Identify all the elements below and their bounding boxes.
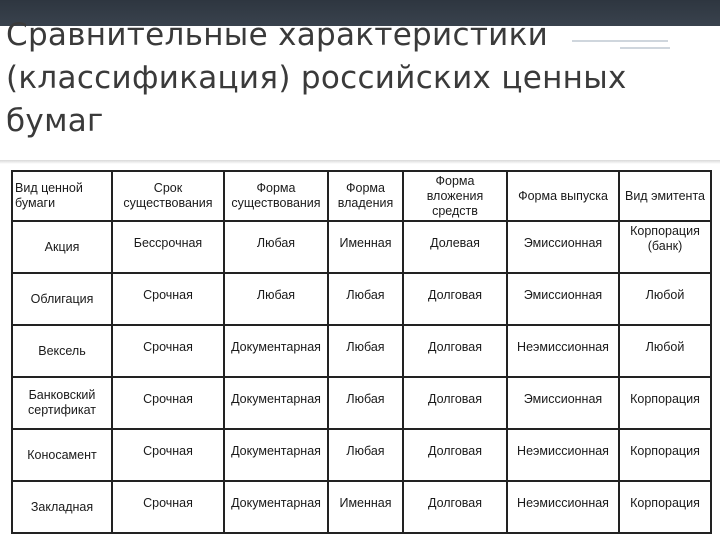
securities-table bbox=[11, 170, 712, 534]
cell-existence-form: Документарная bbox=[224, 481, 328, 533]
cell-investment-form: Долговая bbox=[403, 325, 507, 377]
cell-issuer-type: Корпорация bbox=[619, 429, 711, 481]
title-divider bbox=[0, 160, 720, 164]
table-row bbox=[12, 273, 711, 325]
cell-issue-form: Эмиссионная bbox=[507, 273, 619, 325]
cell-issue-form: Неэмиссионная bbox=[507, 325, 619, 377]
header-investment-form: Форма вложения средств bbox=[403, 171, 507, 221]
header-security-type: Вид ценной бумаги bbox=[12, 171, 112, 221]
cell-ownership-form: Любая bbox=[328, 273, 403, 325]
table-row bbox=[12, 325, 711, 377]
table-row bbox=[12, 377, 711, 429]
cell-security-type: Банковский сертификат bbox=[12, 377, 112, 429]
cell-term: Срочная bbox=[112, 377, 224, 429]
cell-investment-form: Долговая bbox=[403, 377, 507, 429]
header-term: Срок существования bbox=[112, 171, 224, 221]
cell-investment-form: Долговая bbox=[403, 481, 507, 533]
cell-issuer-type: Корпорация bbox=[619, 481, 711, 533]
table-row bbox=[12, 429, 711, 481]
cell-security-type: Акция bbox=[12, 221, 112, 273]
cell-ownership-form: Любая bbox=[328, 377, 403, 429]
cell-security-type: Закладная bbox=[12, 481, 112, 533]
cell-issuer-type: Любой bbox=[619, 273, 711, 325]
cell-term: Срочная bbox=[112, 325, 224, 377]
header-ownership-form: Форма владения bbox=[328, 171, 403, 221]
cell-investment-form: Долговая bbox=[403, 273, 507, 325]
cell-ownership-form: Именная bbox=[328, 221, 403, 273]
header-issue-form: Форма выпуска bbox=[507, 171, 619, 221]
cell-term: Бессрочная bbox=[112, 221, 224, 273]
cell-issue-form: Эмиссионная bbox=[507, 221, 619, 273]
header-issuer-type: Вид эмитента bbox=[619, 171, 711, 221]
cell-issuer-type: Любой bbox=[619, 325, 711, 377]
cell-existence-form: Любая bbox=[224, 221, 328, 273]
cell-security-type: Облигация bbox=[12, 273, 112, 325]
table-row bbox=[12, 221, 711, 273]
cell-ownership-form: Любая bbox=[328, 429, 403, 481]
cell-existence-form: Документарная bbox=[224, 325, 328, 377]
header-existence-form: Форма существования bbox=[224, 171, 328, 221]
cell-issue-form: Неэмиссионная bbox=[507, 481, 619, 533]
table-row bbox=[12, 481, 711, 533]
cell-existence-form: Любая bbox=[224, 273, 328, 325]
table-header-row bbox=[12, 171, 711, 221]
slide-title: Сравнительные характеристики (классификация) российских ценных бумаг bbox=[6, 17, 627, 139]
cell-security-type: Вексель bbox=[12, 325, 112, 377]
cell-ownership-form: Любая bbox=[328, 325, 403, 377]
cell-security-type: Коносамент bbox=[12, 429, 112, 481]
cell-existence-form: Документарная bbox=[224, 429, 328, 481]
cell-term: Срочная bbox=[112, 481, 224, 533]
cell-issuer-type: Корпорация bbox=[619, 377, 711, 429]
cell-investment-form: Долговая bbox=[403, 429, 507, 481]
cell-term: Срочная bbox=[112, 429, 224, 481]
cell-issue-form: Эмиссионная bbox=[507, 377, 619, 429]
cell-issuer-type: Корпорация (банк) bbox=[619, 221, 711, 273]
cell-term: Срочная bbox=[112, 273, 224, 325]
cell-issue-form: Неэмиссионная bbox=[507, 429, 619, 481]
cell-ownership-form: Именная bbox=[328, 481, 403, 533]
cell-existence-form: Документарная bbox=[224, 377, 328, 429]
cell-investment-form: Долевая bbox=[403, 221, 507, 273]
